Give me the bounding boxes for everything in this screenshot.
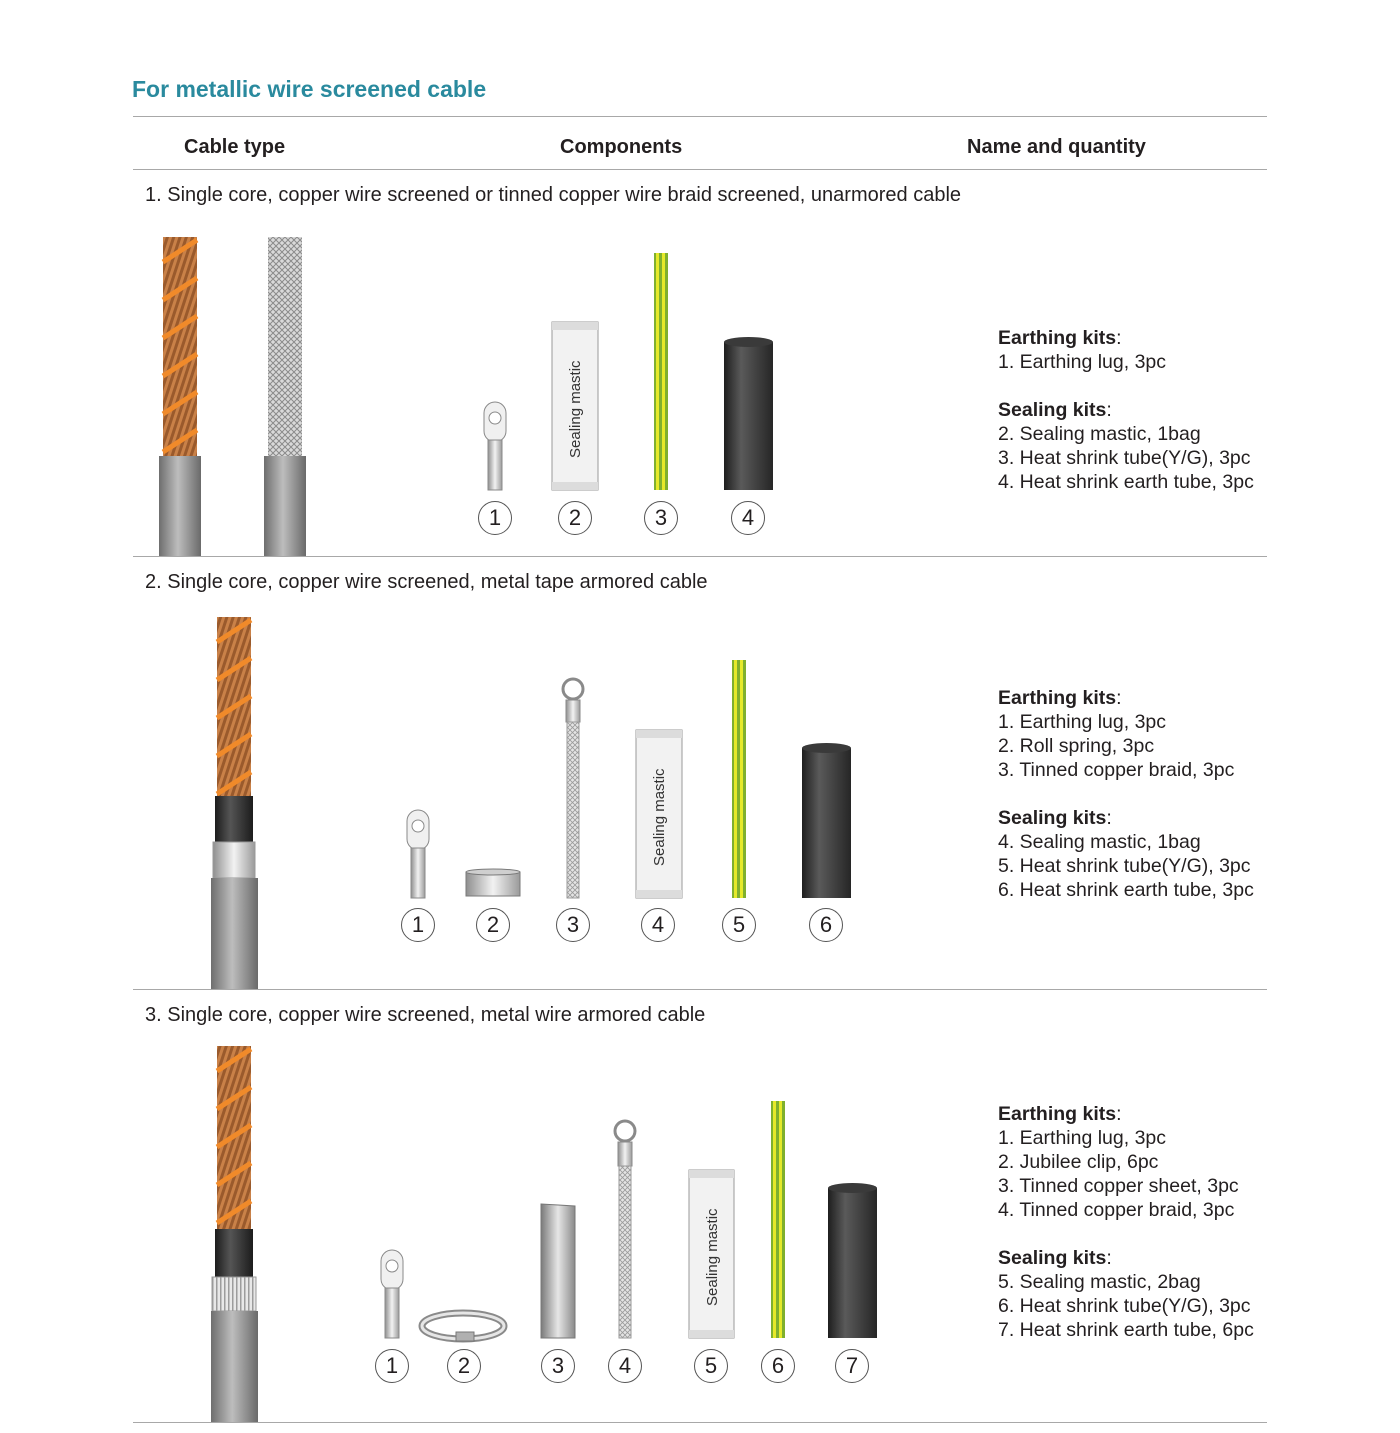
kit-item: 3. Tinned copper braid, 3pc xyxy=(998,759,1235,781)
section-divider xyxy=(133,989,1267,990)
column-header-components: Components xyxy=(560,136,683,158)
earthing-kits-heading: Earthing kits xyxy=(998,687,1117,709)
jubilee-clip-icon xyxy=(422,1313,504,1341)
component-number: 4 xyxy=(641,908,675,942)
kit-list: Earthing kits: 1. Earthing lug, 3pc Sealing kits: 2. Sealing mastic, 1bag 3. Heat shrink tube(Y/G), 3pc 4. Heat shrink earth tube, 3pc xyxy=(998,327,1254,493)
component-number: 7 xyxy=(835,1349,869,1383)
component-number: 1 xyxy=(375,1349,409,1383)
tinned-copper-sheet-icon xyxy=(541,1204,575,1338)
section-title: 2. Single core, copper wire screened, metal tape armored cable xyxy=(145,571,708,593)
tinned-copper-braid-icon xyxy=(563,679,583,898)
roll-spring-icon xyxy=(466,869,520,896)
component-number: 2 xyxy=(447,1349,481,1383)
kit-item: 2. Sealing mastic, 1bag xyxy=(998,423,1201,445)
section-title: 3. Single core, copper wire screened, metal wire armored cable xyxy=(145,1004,706,1026)
heat-shrink-tube-yg-icon xyxy=(654,253,668,490)
kit-item: 4. Heat shrink earth tube, 3pc xyxy=(998,471,1254,493)
earthing-lug-icon xyxy=(381,1250,403,1338)
kit-item: 4. Tinned copper braid, 3pc xyxy=(998,1199,1235,1221)
sealing-kits-heading: Sealing kits xyxy=(998,1247,1107,1269)
kit-list: Earthing kits: 1. Earthing lug, 3pc 2. Jubilee clip, 6pc 3. Tinned copper sheet, 3pc 4. Tinned copper braid, 3pc Sealing kits: 5. Sealing mastic, 2bag 6. Heat shrink tube(Y/G), 3pc 7. Heat shrink earth tube, 6pc xyxy=(998,1103,1254,1341)
kit-item: 5. Heat shrink tube(Y/G), 3pc xyxy=(998,855,1251,877)
heat-shrink-tube-yg-icon xyxy=(732,660,746,898)
column-header-name-quantity: Name and quantity xyxy=(967,136,1146,158)
kit-item: 2. Roll spring, 3pc xyxy=(998,735,1155,757)
kit-item: 6. Heat shrink tube(Y/G), 3pc xyxy=(998,1295,1251,1317)
component-number: 1 xyxy=(401,908,435,942)
page-title: For metallic wire screened cable xyxy=(132,76,487,102)
heat-shrink-tube-yg-icon xyxy=(771,1101,785,1338)
heat-shrink-earth-tube-icon xyxy=(802,743,851,898)
heat-shrink-earth-tube-icon xyxy=(828,1183,877,1338)
sealing-mastic-label: Sealing mastic xyxy=(704,1208,721,1306)
kit-item: 2. Jubilee clip, 6pc xyxy=(998,1151,1159,1173)
kit-item: 3. Heat shrink tube(Y/G), 3pc xyxy=(998,447,1251,469)
section-divider xyxy=(133,1422,1267,1423)
earthing-kits-heading: Earthing kits xyxy=(998,1103,1117,1125)
kit-item: 3. Tinned copper sheet, 3pc xyxy=(998,1175,1239,1197)
earthing-kits-heading: Earthing kits xyxy=(998,327,1117,349)
section-title: 1. Single core, copper wire screened or tinned copper wire braid screened, unarmored cable xyxy=(145,184,962,206)
earthing-lug-icon xyxy=(484,402,506,490)
cable-copper-wire-screened xyxy=(159,237,201,556)
component-number: 5 xyxy=(722,908,756,942)
sealing-mastic-label: Sealing mastic xyxy=(651,768,668,866)
sealing-kits-heading: Sealing kits xyxy=(998,399,1107,421)
sealing-mastic-label: Sealing mastic xyxy=(567,360,584,458)
component-number: 4 xyxy=(608,1349,642,1383)
kit-item: 4. Sealing mastic, 1bag xyxy=(998,831,1201,853)
component-number: 3 xyxy=(644,501,678,535)
component-number: 6 xyxy=(809,908,843,942)
cable-braid-screened xyxy=(264,237,306,556)
component-number: 1 xyxy=(478,501,512,535)
component-number: 4 xyxy=(731,501,765,535)
kit-item: 1. Earthing lug, 3pc xyxy=(998,711,1167,733)
kit-item: 1. Earthing lug, 3pc xyxy=(998,1127,1167,1149)
kit-list: Earthing kits: 1. Earthing lug, 3pc 2. Roll spring, 3pc 3. Tinned copper braid, 3pc Sealing kits: 4. Sealing mastic, 1bag 5. Heat shrink tube(Y/G), 3pc 6. Heat shrink earth tube, 3pc xyxy=(998,687,1254,901)
cable-metal-wire-armored xyxy=(211,1046,258,1422)
component-number: 5 xyxy=(694,1349,728,1383)
sealing-kits-heading: Sealing kits xyxy=(998,807,1107,829)
kit-item: 1. Earthing lug, 3pc xyxy=(998,351,1167,373)
earthing-lug-icon xyxy=(407,810,429,898)
component-number: 3 xyxy=(541,1349,575,1383)
component-number: 2 xyxy=(558,501,592,535)
section-divider xyxy=(133,556,1267,557)
component-number: 2 xyxy=(476,908,510,942)
column-header-cable-type: Cable type xyxy=(184,136,286,158)
kit-item: 5. Sealing mastic, 2bag xyxy=(998,1271,1201,1293)
cable-metal-tape-armored xyxy=(211,617,258,989)
component-number: 3 xyxy=(556,908,590,942)
kit-item: 6. Heat shrink earth tube, 3pc xyxy=(998,879,1254,901)
tinned-copper-braid-icon xyxy=(615,1121,635,1338)
kit-item: 7. Heat shrink earth tube, 6pc xyxy=(998,1319,1254,1341)
heat-shrink-earth-tube-icon xyxy=(724,337,773,490)
component-number: 6 xyxy=(761,1349,795,1383)
